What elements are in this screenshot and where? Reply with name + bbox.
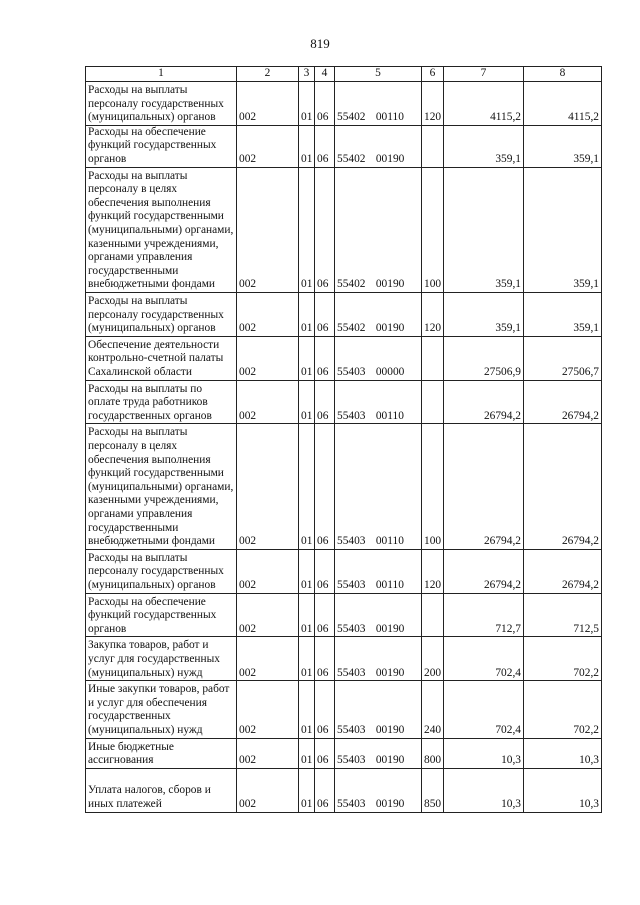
row-name: Уплата налогов, сборов и иных платежей	[86, 768, 237, 812]
table-row	[86, 167, 602, 292]
row-vr: 100	[422, 424, 444, 549]
row-csr-direction: 00110	[375, 409, 404, 422]
row-vr: 120	[422, 292, 444, 336]
column-header: 7	[444, 67, 524, 82]
row-csr-program: 55403	[337, 535, 366, 548]
row-ved: 002	[237, 424, 299, 549]
row-value-2: 26794,2	[524, 424, 602, 549]
row-pr: 06	[315, 549, 335, 593]
row-value-1: 26794,2	[444, 424, 524, 549]
row-value-2: 359,1	[524, 167, 602, 292]
row-csr-direction: 00190	[375, 754, 405, 767]
row-ved: 002	[237, 637, 299, 681]
row-rz: 01	[299, 82, 315, 126]
row-value-1: 4115,2	[444, 82, 524, 126]
row-value-1: 10,3	[444, 768, 524, 812]
row-vr: 800	[422, 738, 444, 768]
row-value-2: 702,2	[524, 637, 602, 681]
row-csr	[335, 681, 422, 738]
row-value-2: 26794,2	[524, 549, 602, 593]
row-csr-program: 55402	[337, 111, 366, 124]
row-pr: 06	[315, 125, 335, 167]
row-value-2: 702,2	[524, 681, 602, 738]
row-rz: 01	[299, 549, 315, 593]
row-name: Расходы на выплаты персоналу в целях обеспечения выполнения функций государственными (муниципальными) органами, казенными учреждениями, органами управления государственными внебюджетными фондами	[86, 424, 237, 549]
column-header: 4	[315, 67, 335, 82]
row-pr: 06	[315, 738, 335, 768]
row-value-2: 26794,2	[524, 380, 602, 424]
row-csr-program: 55403	[337, 622, 366, 635]
row-pr: 06	[315, 167, 335, 292]
row-ved: 002	[237, 593, 299, 637]
column-header: 8	[524, 67, 602, 82]
row-value-1: 359,1	[444, 167, 524, 292]
row-rz: 01	[299, 424, 315, 549]
row-vr: 120	[422, 549, 444, 593]
row-value-1: 359,1	[444, 292, 524, 336]
row-name: Обеспечение деятельности контрольно-счетной палаты Сахалинской области	[86, 336, 237, 380]
row-csr-direction: 00190	[375, 278, 405, 291]
row-vr	[422, 380, 444, 424]
row-csr	[335, 336, 422, 380]
row-name: Закупка товаров, работ и услуг для государственных (муниципальных) нужд	[86, 637, 237, 681]
row-value-1: 26794,2	[444, 380, 524, 424]
row-vr: 100	[422, 167, 444, 292]
row-csr-direction: 00000	[375, 365, 405, 378]
row-csr-direction: 00190	[375, 322, 405, 335]
row-ved: 002	[237, 82, 299, 126]
row-pr: 06	[315, 336, 335, 380]
row-vr	[422, 125, 444, 167]
row-csr-program: 55402	[337, 152, 366, 165]
row-value-1: 10,3	[444, 738, 524, 768]
row-csr-program: 55403	[337, 754, 366, 767]
row-csr-program: 55403	[337, 578, 366, 591]
row-csr-program: 55403	[337, 365, 366, 378]
column-header: 6	[422, 67, 444, 82]
table-row	[86, 82, 602, 126]
budget-table	[85, 66, 602, 813]
row-csr	[335, 768, 422, 812]
row-csr-direction: 00110	[375, 578, 404, 591]
row-ved: 002	[237, 768, 299, 812]
row-value-2: 27506,7	[524, 336, 602, 380]
row-csr-program: 55402	[337, 278, 366, 291]
row-name: Расходы на выплаты персоналу государственных (муниципальных) органов	[86, 82, 237, 126]
page-number: 819	[310, 36, 330, 51]
row-value-1: 26794,2	[444, 549, 524, 593]
row-pr: 06	[315, 424, 335, 549]
row-vr	[422, 593, 444, 637]
row-rz: 01	[299, 167, 315, 292]
row-csr-program: 55403	[337, 797, 366, 810]
row-vr: 850	[422, 768, 444, 812]
row-value-2: 4115,2	[524, 82, 602, 126]
table-row	[86, 738, 602, 768]
row-pr: 06	[315, 380, 335, 424]
row-csr-direction: 00190	[375, 666, 405, 679]
table-row	[86, 768, 602, 812]
row-pr: 06	[315, 82, 335, 126]
table-row	[86, 125, 602, 167]
row-ved: 002	[237, 681, 299, 738]
row-rz: 01	[299, 768, 315, 812]
row-vr: 120	[422, 82, 444, 126]
column-header: 2	[237, 67, 299, 82]
row-rz: 01	[299, 637, 315, 681]
row-csr-program: 55402	[337, 322, 366, 335]
row-csr	[335, 593, 422, 637]
column-header: 1	[86, 67, 237, 82]
row-ved: 002	[237, 336, 299, 380]
row-csr-program: 55403	[337, 409, 366, 422]
row-value-1: 702,4	[444, 637, 524, 681]
row-vr: 240	[422, 681, 444, 738]
row-name: Расходы на выплаты персоналу государственных (муниципальных) органов	[86, 549, 237, 593]
row-csr-direction: 00110	[375, 535, 404, 548]
table-row	[86, 681, 602, 738]
row-value-1: 712,7	[444, 593, 524, 637]
row-value-2: 359,1	[524, 292, 602, 336]
row-value-2: 10,3	[524, 768, 602, 812]
row-vr	[422, 336, 444, 380]
row-pr: 06	[315, 593, 335, 637]
row-name: Расходы на выплаты по оплате труда работников государственных органов	[86, 380, 237, 424]
row-value-2: 359,1	[524, 125, 602, 167]
row-rz: 01	[299, 681, 315, 738]
row-rz: 01	[299, 738, 315, 768]
column-header: 3	[299, 67, 315, 82]
row-rz: 01	[299, 125, 315, 167]
table-row	[86, 380, 602, 424]
row-csr	[335, 125, 422, 167]
row-pr: 06	[315, 768, 335, 812]
row-csr	[335, 380, 422, 424]
row-name: Расходы на обеспечение функций государственных органов	[86, 125, 237, 167]
row-rz: 01	[299, 380, 315, 424]
row-name: Расходы на выплаты персоналу в целях обеспечения выполнения функций государственными (муниципальными) органами, казенными учреждениями, органами управления государственными внебюджетными фондами	[86, 167, 237, 292]
row-csr-program: 55403	[337, 723, 366, 736]
table-header-row	[86, 67, 602, 82]
row-csr	[335, 637, 422, 681]
row-csr	[335, 424, 422, 549]
row-csr-direction: 00190	[375, 723, 405, 736]
row-csr-direction: 00190	[375, 622, 405, 635]
row-pr: 06	[315, 637, 335, 681]
row-ved: 002	[237, 380, 299, 424]
row-value-1: 27506,9	[444, 336, 524, 380]
row-csr-program: 55403	[337, 666, 366, 679]
row-ved: 002	[237, 292, 299, 336]
row-name: Иные закупки товаров, работ и услуг для обеспечения государственных (муниципальных) нужд	[86, 681, 237, 738]
row-value-1: 702,4	[444, 681, 524, 738]
row-name: Иные бюджетные ассигнования	[86, 738, 237, 768]
row-value-2: 10,3	[524, 738, 602, 768]
row-rz: 01	[299, 292, 315, 336]
row-value-2: 712,5	[524, 593, 602, 637]
table-row	[86, 424, 602, 549]
row-pr: 06	[315, 292, 335, 336]
row-value-1: 359,1	[444, 125, 524, 167]
row-name: Расходы на выплаты персоналу государственных (муниципальных) органов	[86, 292, 237, 336]
table-row	[86, 637, 602, 681]
column-header: 5	[335, 67, 422, 82]
row-vr: 200	[422, 637, 444, 681]
row-rz: 01	[299, 336, 315, 380]
row-ved: 002	[237, 125, 299, 167]
row-csr	[335, 549, 422, 593]
row-pr: 06	[315, 681, 335, 738]
row-csr	[335, 738, 422, 768]
row-csr	[335, 82, 422, 126]
table-row	[86, 336, 602, 380]
table-body	[86, 82, 602, 813]
row-csr-direction: 00190	[375, 797, 405, 810]
row-csr	[335, 167, 422, 292]
row-ved: 002	[237, 549, 299, 593]
row-csr-direction: 00110	[375, 111, 404, 124]
row-ved: 002	[237, 167, 299, 292]
table-row	[86, 292, 602, 336]
row-name: Расходы на обеспечение функций государственных органов	[86, 593, 237, 637]
row-csr-direction: 00190	[375, 152, 405, 165]
table-row	[86, 593, 602, 637]
row-rz: 01	[299, 593, 315, 637]
row-csr	[335, 292, 422, 336]
table-row	[86, 549, 602, 593]
row-ved: 002	[237, 738, 299, 768]
